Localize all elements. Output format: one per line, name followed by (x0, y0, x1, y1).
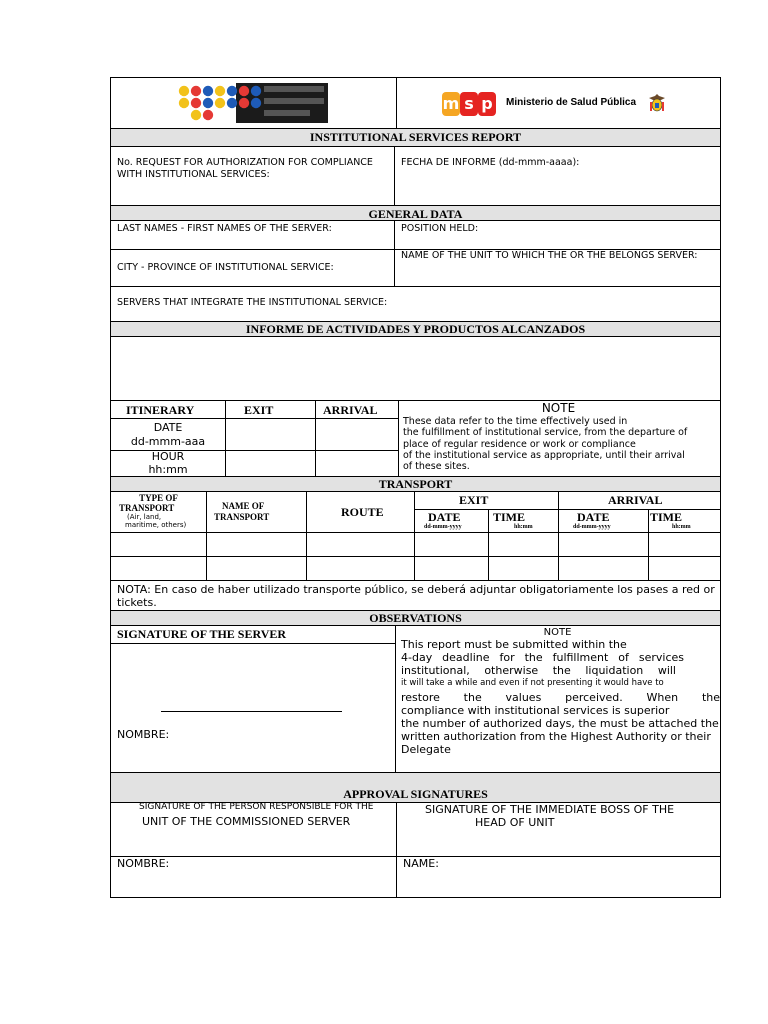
approval-left-label-1: SIGNATURE OF THE PERSON RESPONSIBLE FOR THE (139, 802, 374, 812)
ministerio-relaciones-laborales-logo (178, 83, 328, 123)
transport-row[interactable] (111, 557, 720, 580)
transport-heading: TRANSPORT (378, 477, 453, 491)
transport-note: NOTA: En caso de haber utilizado transporte público, se deberá adjuntar obligatoriamente los pases a red or tickets. (117, 583, 715, 609)
position-held-label: POSITION HELD: (401, 223, 479, 234)
servers-integrating-label: SERVERS THAT INTEGRATE THE INSTITUTIONAL SERVICE: (117, 297, 388, 308)
itinerary-label: ITINERARY (126, 403, 195, 417)
itinerary-hour-format: hh:mm (148, 463, 188, 476)
mrl-logo-graphic (178, 83, 328, 123)
observations-note-title: NOTE (543, 627, 572, 638)
itinerary-note-line: of these sites. (403, 461, 470, 473)
city-province-label: CITY - PROVINCE OF INSTITUTIONAL SERVICE: (117, 262, 334, 273)
request-number-label: No. REQUEST FOR AUTHORIZATION FOR COMPLIANCE WITH INSTITUTIONAL SERVICES: (117, 157, 373, 180)
exit-date-field[interactable] (226, 419, 315, 450)
exit-date-label: DATE (428, 510, 461, 524)
note-line: the number of authorized days, the must be attached the (401, 717, 719, 730)
transport-row[interactable] (111, 533, 720, 556)
arrival-hour-field[interactable] (316, 451, 398, 476)
msp-logo-p: p (478, 92, 496, 116)
itinerary-hour-cell (111, 450, 225, 476)
itinerary-date-cell (111, 421, 225, 449)
itinerary-hour-label: HOUR (151, 450, 185, 463)
approval-right-label-1: SIGNATURE OF THE IMMEDIATE BOSS OF THE (425, 803, 675, 816)
itinerary-note-title: NOTE (541, 401, 576, 415)
note-line: Delegate (401, 743, 451, 756)
note-line: it will take a while and even if not presenting it would have to (401, 678, 664, 688)
itinerary-note (403, 416, 719, 472)
approval-left-label-2: UNIT OF THE COMMISSIONED SERVER (142, 815, 351, 828)
note-line: restore the values perceived. When the (401, 691, 720, 704)
exit-hour-field[interactable] (226, 451, 315, 476)
transport-type-sub-2: maritime, others) (125, 521, 187, 529)
arrival-date-label: DATE (577, 510, 610, 524)
route-label: ROUTE (341, 505, 384, 519)
transport-name-label-2: TRANSPORT (214, 512, 270, 522)
itinerary-note-line: of the institutional service as appropriate, until their arrival (403, 449, 685, 461)
approval-name-label: NAME: (403, 857, 439, 870)
server-names-label: LAST NAMES - FIRST NAMES OF THE SERVER: (117, 223, 332, 234)
page-title: INSTITUTIONAL SERVICES REPORT (309, 130, 522, 144)
itinerary-date-format: dd-mmm-aaa (130, 435, 206, 448)
itinerary-date-label: DATE (153, 421, 183, 434)
server-signature-line[interactable] (161, 711, 342, 712)
observations-heading: OBSERVATIONS (369, 611, 462, 625)
transport-name-label: NAME OF (222, 501, 265, 511)
transport-type-header (111, 493, 206, 529)
msp-logo-m: m (442, 92, 460, 116)
activities-field[interactable] (111, 337, 720, 400)
transport-type-label-2: TRANSPORT (119, 503, 175, 513)
itinerary-arrival-label: ARRIVAL (323, 403, 378, 417)
note-line: 4-day deadline for the fulfillment of services (401, 651, 684, 664)
itinerary-note-line: These data refer to the time effectively used in (403, 416, 628, 427)
note-line: This report must be submitted within the (401, 638, 627, 651)
itinerary-note-line: place of regular residence or work or compliance (403, 438, 636, 450)
general-data-heading: GENERAL DATA (368, 207, 463, 221)
approval-nombre-label: NOMBRE: (117, 857, 170, 870)
observations-note (401, 638, 722, 756)
transport-arrival-label: ARRIVAL (608, 493, 663, 507)
arrival-time-label: TIME (650, 510, 683, 524)
itinerary-exit-label: EXIT (244, 403, 274, 417)
exit-time-label: TIME (493, 510, 526, 524)
arrival-date-field[interactable] (316, 419, 398, 450)
arrival-date-format: dd-mmm-yyyy (573, 524, 611, 530)
approval-right-label-2: HEAD OF UNIT (475, 816, 555, 829)
msp-logo-text: Ministerio de Salud Pública (506, 97, 637, 108)
ecuador-coat-of-arms-icon (647, 93, 667, 113)
note-line: written authorization from the Highest Authority or their (401, 730, 711, 743)
approval-heading: APPROVAL SIGNATURES (343, 787, 488, 801)
unit-name-label: NAME OF THE UNIT TO WHICH THE OR THE BELONGS SERVER: (401, 250, 698, 261)
report-date-label: FECHA DE INFORME (dd-mmm-aaaa): (401, 157, 580, 168)
itinerary-note-line: the fulfillment of institutional service, from the departure of (403, 427, 688, 439)
transport-name-header (214, 501, 269, 523)
note-line: compliance with institutional services is superior (401, 704, 670, 717)
server-nombre-label: NOMBRE: (117, 728, 170, 741)
transport-exit-label: EXIT (459, 493, 489, 507)
transport-type-sub: (Air, land, (127, 513, 162, 521)
note-line: institutional, otherwise the liquidation will (401, 664, 676, 677)
exit-date-format: dd-mmm-yyyy (424, 524, 462, 530)
activities-heading: INFORME DE ACTIVIDADES Y PRODUCTOS ALCANZADOS (245, 322, 586, 336)
msp-logo (440, 90, 500, 120)
msp-logo-s: s (460, 92, 478, 116)
exit-time-format: hh:mm (514, 524, 533, 530)
arrival-time-format: hh:mm (672, 524, 691, 530)
server-signature-label: SIGNATURE OF THE SERVER (117, 627, 287, 641)
transport-type-label: TYPE OF (139, 493, 178, 503)
